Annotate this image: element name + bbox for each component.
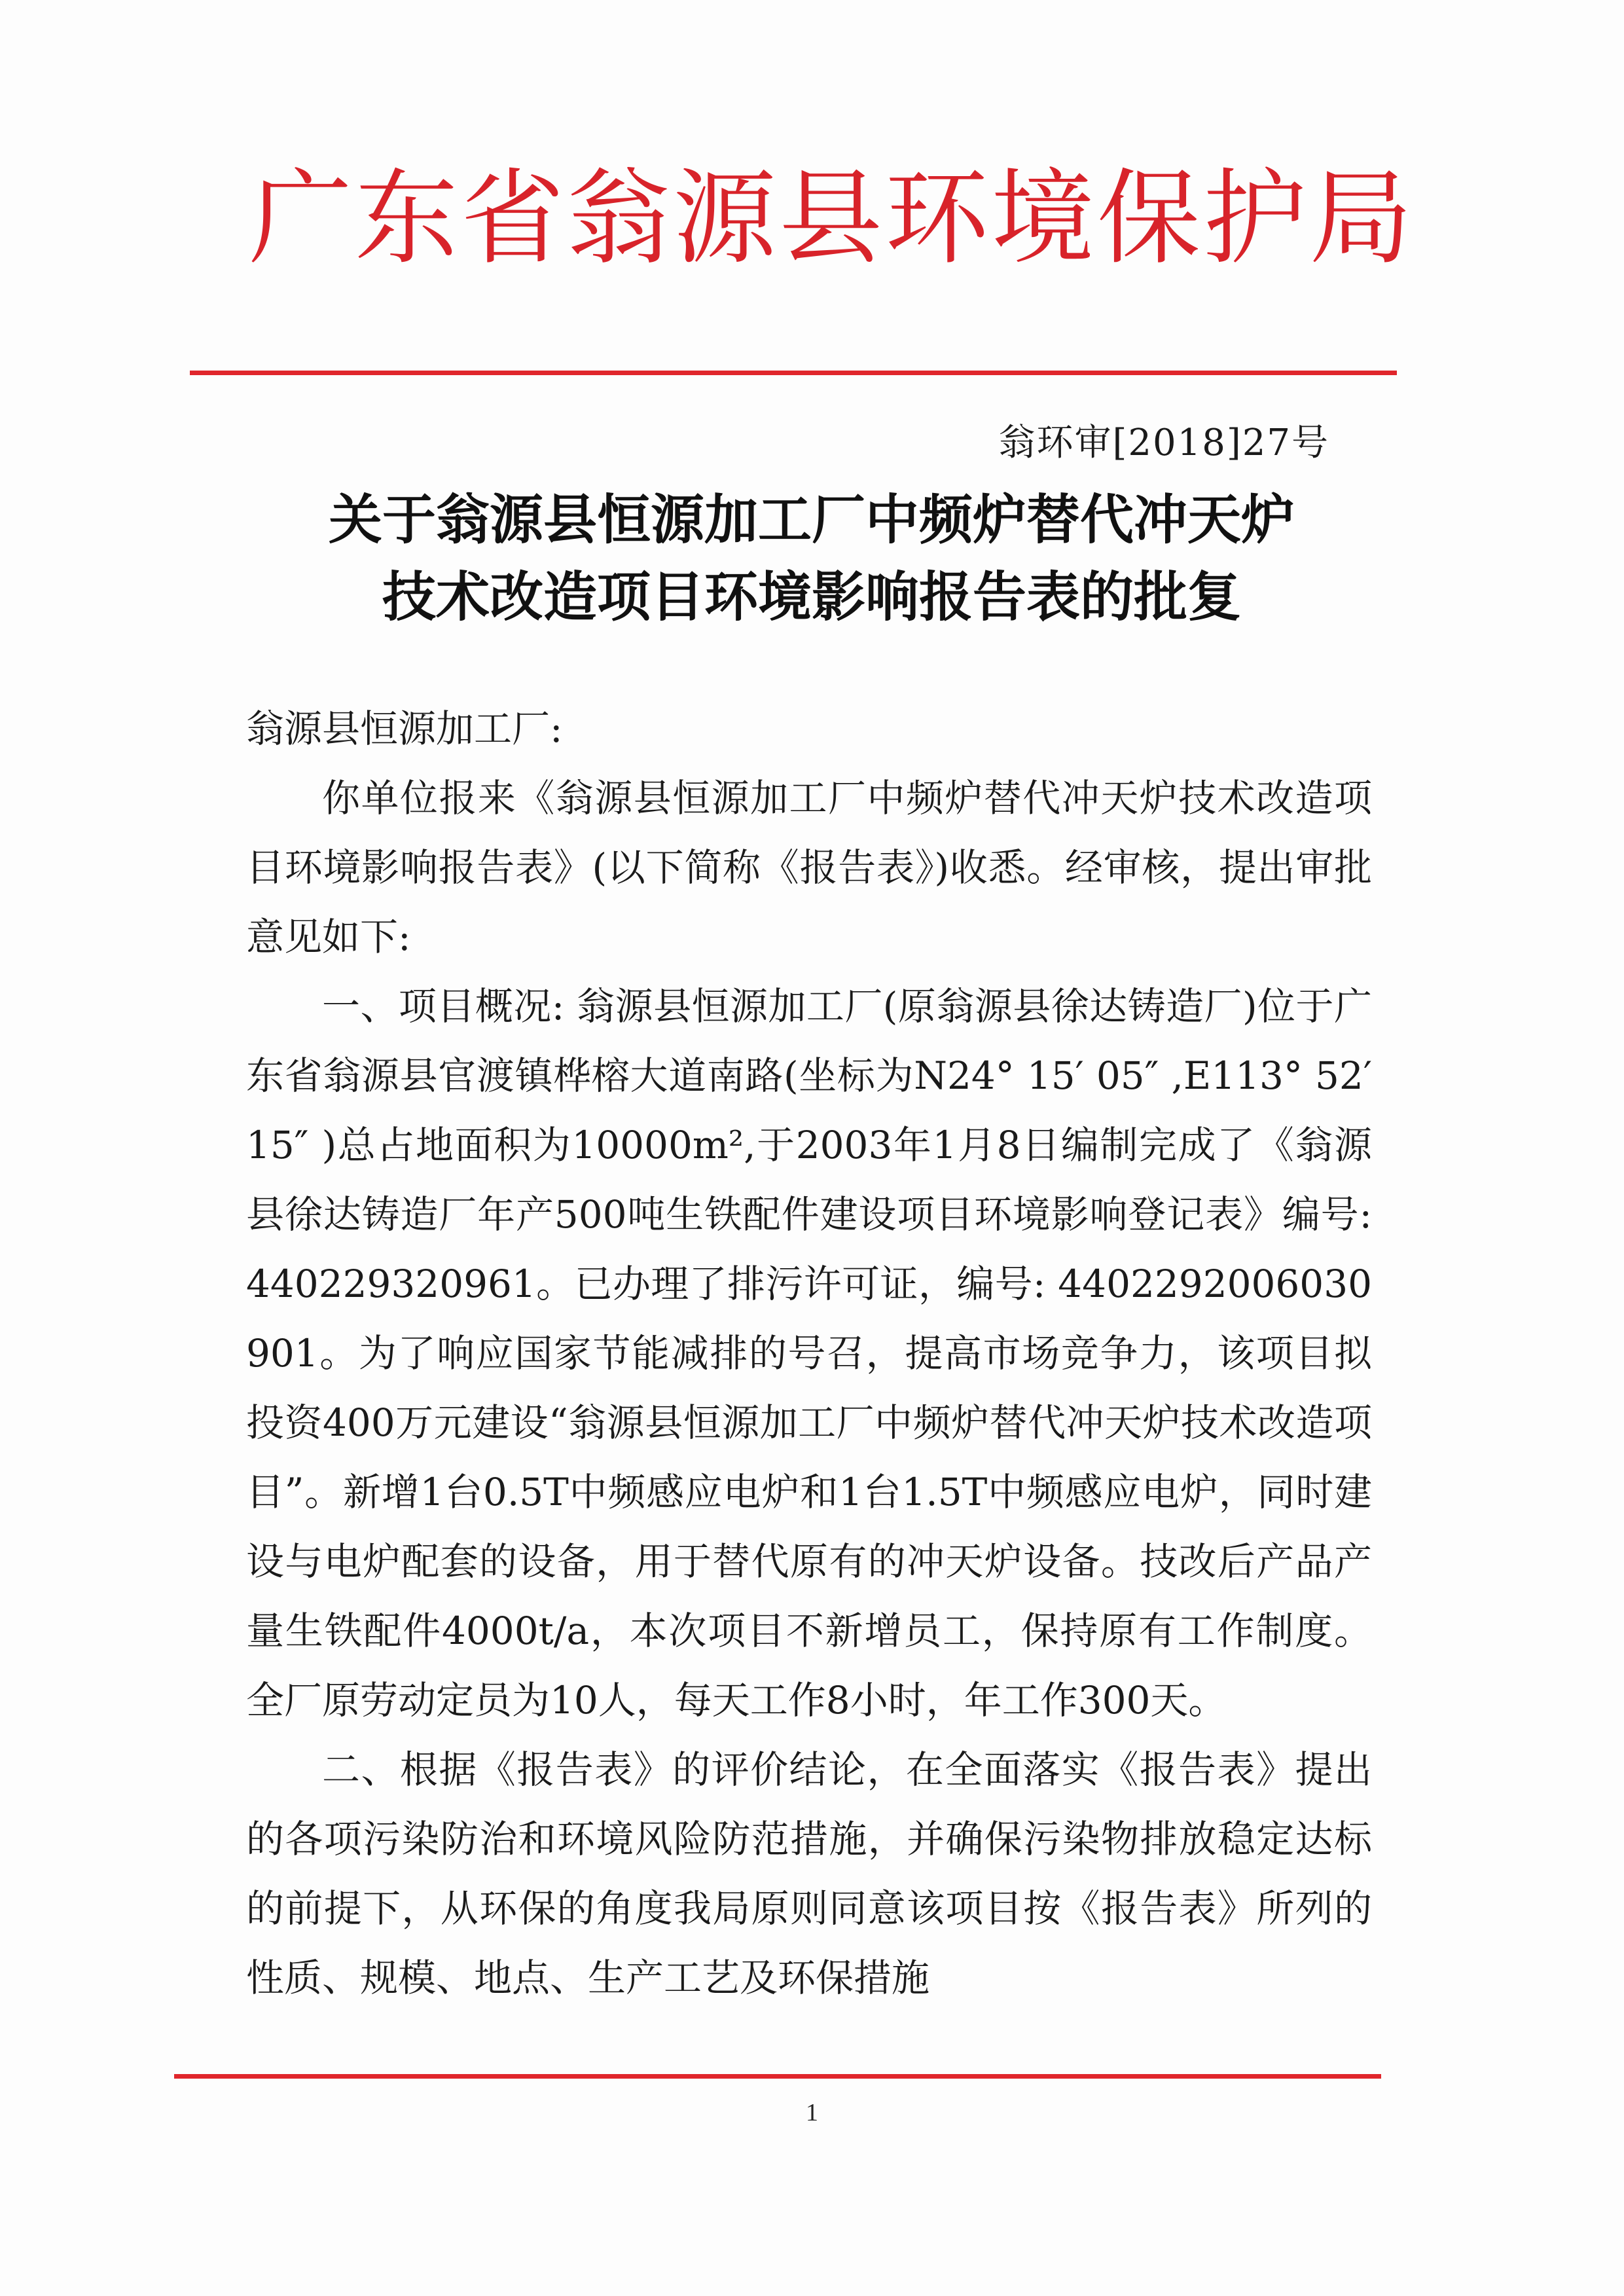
title-line-2: 技术改造项目环境影响报告表的批复 — [382, 566, 1241, 629]
document-title — [216, 481, 1407, 636]
salutation: 翁源县恒源加工厂: — [246, 706, 563, 751]
header-red-rule — [190, 371, 1397, 375]
paragraph-evaluation-conclusion: 二、根据《报告表》的评价结论，在全面落实《报告表》提出的各项污染防治和环境风险防范措施，并确保污染物排放稳定达标的前提下，从环保的角度我局原则同意该项目按《报告表》所列的性质、规模、地点、生产工艺及环保措施 — [246, 1747, 1372, 2000]
paragraph-intro: 你单位报来《翁源县恒源加工厂中频炉替代冲天炉技术改造项目环境影响报告表》(以下简称《报告表》)收悉。经审核，提出审批意见如下: — [246, 776, 1372, 959]
footer-red-rule — [174, 2074, 1381, 2079]
issuing-authority-masthead: 广东省翁源县环境保护局 — [249, 158, 1415, 279]
document-body — [246, 694, 1372, 2013]
page-number: 1 — [806, 2099, 818, 2126]
paragraph-project-overview: 一、项目概况: 翁源县恒源加工厂(原翁源县徐达铸造厂)位于广东省翁源县官渡镇桦榕大道南路(坐标为N24° 15′ 05″ ,E113° 52′ 15″ )总占地面积为10000m²,于2003年1月8日编制完成了《翁源县徐达铸造厂年产500吨生铁配件建设项目环境影响登记表》编号: 440229320961。已办理了排污许可证，编号: 4402292006030901。为了响应国家节能减排的号召，提高市场竞争力，该项目拟投资400万元建设“翁源县恒源加工厂中频炉替代冲天炉技术改造项目”。新增1台0.5T中频感应电炉和1台1.5T中频感应电炉，同时建设与电炉配套的设备，用于替代原有的冲天炉设备。技改后产品产量生铁配件4000t/a，本次项目不新增员工，保持原有工作制度。全厂原劳动定员为10人，每天工作8小时，年工作300天。 — [246, 984, 1372, 1722]
document-number: 翁环审[2018]27号 — [998, 422, 1329, 464]
title-line-1: 关于翁源县恒源加工厂中频炉替代冲天炉 — [328, 488, 1295, 551]
